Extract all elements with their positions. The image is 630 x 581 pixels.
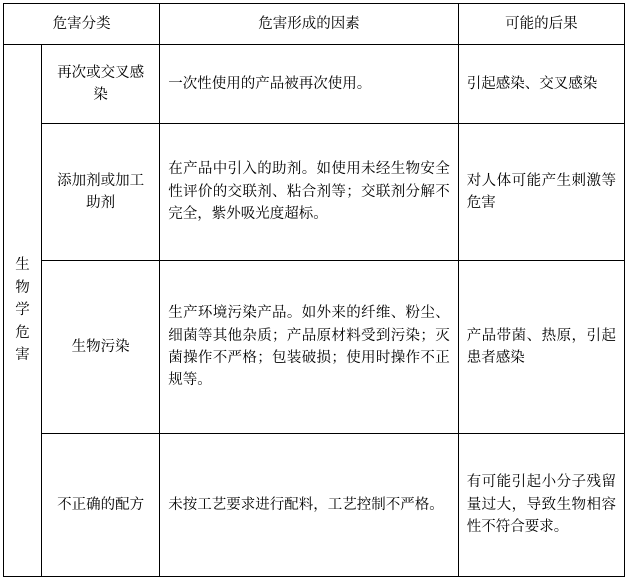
subcategory-cell: 添加剂或加工助剂 [42, 124, 160, 261]
hazard-analysis-table [3, 3, 625, 577]
column-header-category: 危害分类 [4, 4, 160, 45]
table-row [4, 434, 625, 577]
table-body [4, 45, 625, 577]
table-row [4, 261, 625, 434]
column-header-consequences: 可能的后果 [458, 4, 624, 45]
subcategory-cell: 不正确的配方 [42, 434, 160, 577]
document-page [0, 3, 630, 581]
table-row [4, 124, 625, 261]
factor-cell: 在产品中引入的助剂。如使用未经生物安全性评价的交联剂、粘合剂等；交联剂分解不完全，紫外吸光度超标。 [160, 124, 458, 261]
table-header-row [4, 4, 625, 45]
consequence-cell: 引起感染、交叉感染 [458, 45, 624, 124]
factor-cell: 未按工艺要求进行配料，工艺控制不严格。 [160, 434, 458, 577]
group-cell-biological-hazard: 生物学危害 [4, 45, 42, 577]
factor-cell: 一次性使用的产品被再次使用。 [160, 45, 458, 124]
subcategory-cell: 生物污染 [42, 261, 160, 434]
consequence-cell: 产品带菌、热原，引起患者感染 [458, 261, 624, 434]
subcategory-cell: 再次或交叉感染 [42, 45, 160, 124]
consequence-cell: 对人体可能产生刺激等危害 [458, 124, 624, 261]
consequence-cell: 有可能引起小分子残留量过大，导致生物相容性不符合要求。 [458, 434, 624, 577]
table-row [4, 45, 625, 124]
column-header-factors: 危害形成的因素 [160, 4, 458, 45]
factor-cell: 生产环境污染产品。如外来的纤维、粉尘、细菌等其他杂质；产品原材料受到污染；灭菌操作不严格；包装破损；使用时操作不正规等。 [160, 261, 458, 434]
table-header [4, 4, 625, 45]
